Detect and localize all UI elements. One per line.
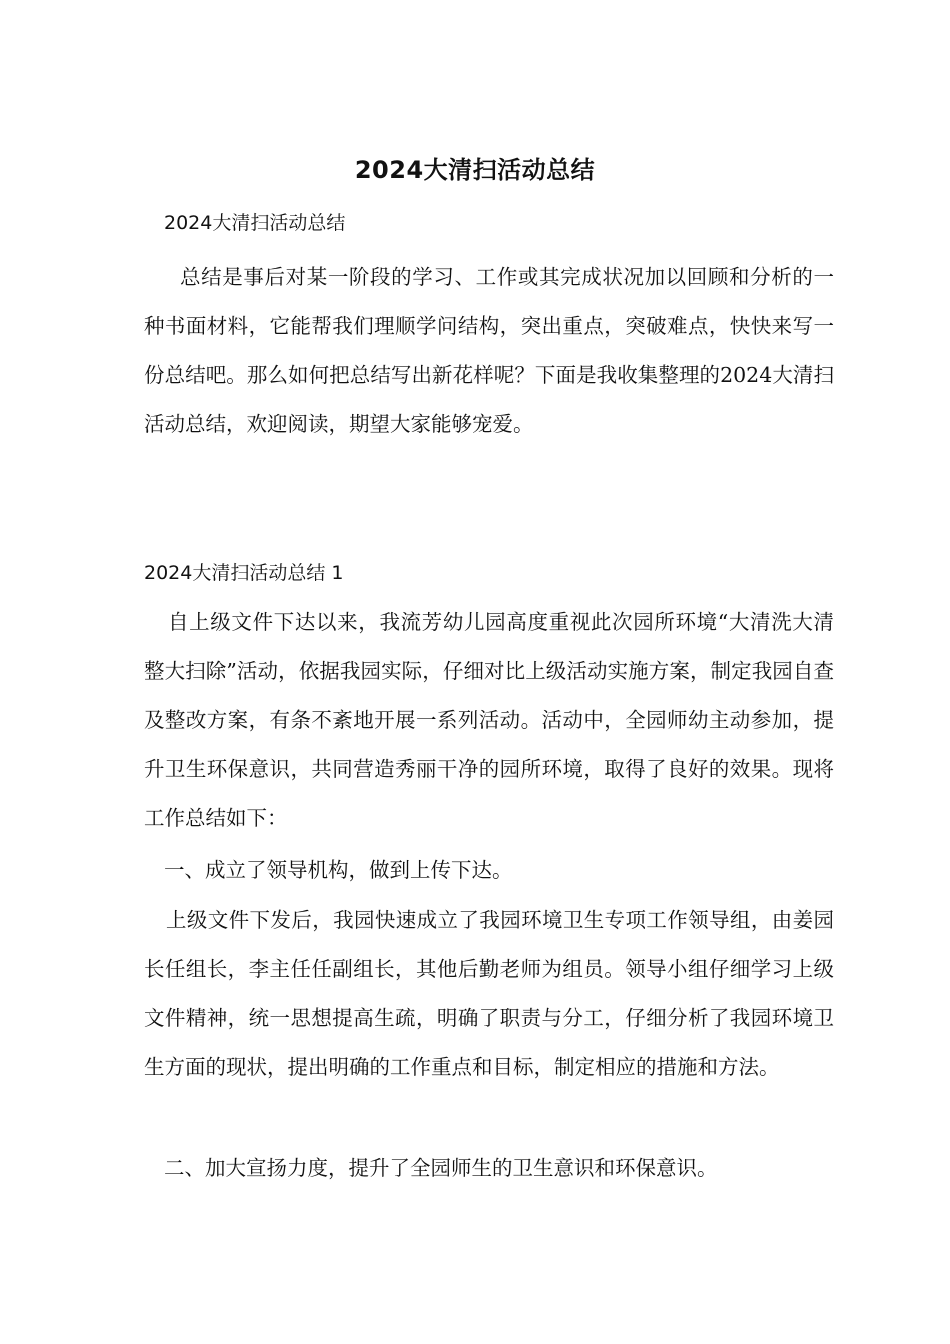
- item-heading-2: 二、加大宣扬力度，提升了全园师生的卫生意识和环保意识。: [164, 1156, 718, 1180]
- section-heading-1: 2024大清扫活动总结 1: [144, 562, 344, 584]
- item-1-paragraph: 上级文件下发后，我园快速成立了我园环境卫生专项工作领导组，由姜园长任组长，李主任任副组长，其他后勤老师为组员。领导小组仔细学习上级文件精神，统一思想提高生疏，明确了职责与分工，仔细分析了我园环境卫生方面的现状，提出明确的工作重点和目标，制定相应的措施和方法。: [144, 908, 834, 1079]
- section-1-paragraph: 自上级文件下达以来，我流芳幼儿园高度重视此次园所环境“大清洗大清整大扫除”活动，依据我园实际，仔细对比上级活动实施方案，制定我园自查及整改方案，有条不紊地开展一系列活动。活动中，全园师幼主动参加，提升卫生环保意识，共同营造秀丽干净的园所环境，取得了良好的效果。现将工作总结如下：: [144, 610, 834, 830]
- intro-paragraph: 总结是事后对某一阶段的学习、工作或其完成状况加以回顾和分析的一种书面材料，它能帮我们理顺学问结构，突出重点，突破难点，快快来写一份总结吧。那么如何把总结写出新花样呢？下面是我收集整理的2024大清扫活动总结，欢迎阅读，期望大家能够宠爱。: [144, 265, 834, 436]
- document-title: 2024大清扫活动总结: [354, 156, 596, 184]
- item-heading-1: 一、成立了领导机构，做到上传下达。: [164, 858, 513, 882]
- document-subtitle: 2024大清扫活动总结: [164, 212, 346, 234]
